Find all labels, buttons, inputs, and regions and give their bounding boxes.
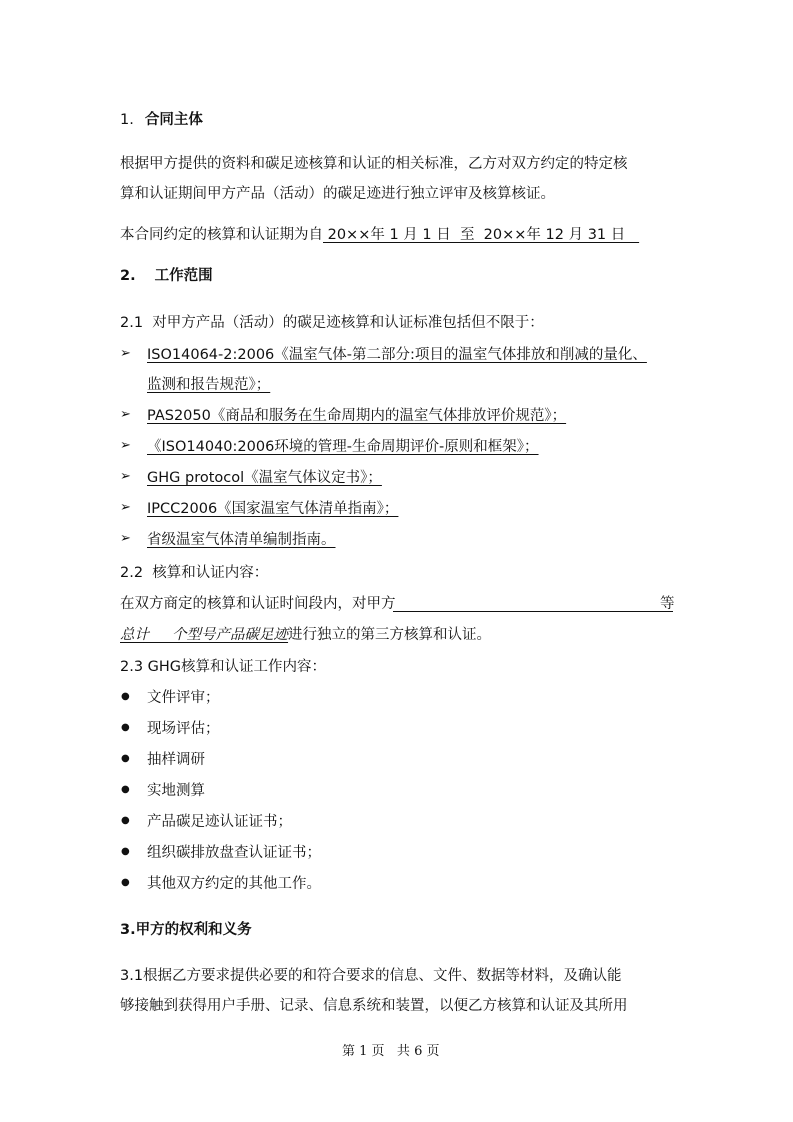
contract-period-value: 20××年 1 月 1 日 至 20××年 12 月 31 日 bbox=[323, 227, 640, 243]
bullet-dot-icon: ● bbox=[121, 691, 130, 702]
work-item: 实地测算 bbox=[147, 783, 205, 799]
bullet-dot-icon: ● bbox=[121, 784, 130, 795]
bullet-dot-icon: ● bbox=[121, 722, 130, 733]
bullet-dot-icon: ● bbox=[121, 877, 130, 888]
section-2-heading-text: 工作范围 bbox=[154, 268, 213, 284]
contract-period bbox=[120, 223, 639, 244]
section-1-heading-number: 1. bbox=[120, 112, 134, 128]
page-number-footer: 第 1 页 共 6 页 bbox=[342, 1044, 440, 1059]
bullet-dot-icon: ● bbox=[121, 753, 130, 764]
content-line-1-end: 等 bbox=[660, 596, 675, 612]
content-line-2 bbox=[120, 623, 491, 644]
section-1-para-line-2: 算和认证期间甲方产品（活动）的碳足迹进行独立评审及核算核证。 bbox=[120, 186, 555, 202]
section-1-para-line-1: 根据甲方提供的资料和碳足迹核算和认证的相关标准，乙方对双方约定的特定核 bbox=[120, 156, 628, 172]
section-1-heading-text: 合同主体 bbox=[144, 112, 203, 128]
section-2-heading bbox=[120, 264, 213, 285]
content-line-1-prefix: 在双方商定的核算和认证时间段内，对 bbox=[120, 596, 367, 612]
standard-item-continuation: 监测和报告规范》； bbox=[147, 377, 271, 393]
content-line-1 bbox=[120, 592, 396, 613]
subsection-2-2: 2.2 核算和认证内容： bbox=[120, 565, 269, 581]
subsection-2-3: 2.3 GHG核算和认证工作内容： bbox=[120, 659, 327, 675]
standard-item: IPCC2006《国家温室气体清单指南》； bbox=[147, 501, 399, 517]
party-a-label: 甲方 bbox=[366, 596, 396, 612]
bullet-dot-icon: ● bbox=[121, 815, 130, 826]
work-item: 其他双方约定的其他工作。 bbox=[147, 876, 321, 892]
arrow-bullet-icon: ➢ bbox=[120, 500, 131, 515]
fill-in-blank-line bbox=[393, 611, 673, 612]
arrow-bullet-icon: ➢ bbox=[120, 346, 131, 361]
section-3-para-line-2: 够接触到获得用户手册、记录、信息系统和装置，以便乙方核算和认证及其所用 bbox=[120, 998, 628, 1014]
work-item: 文件评审； bbox=[147, 690, 220, 706]
arrow-bullet-icon: ➢ bbox=[120, 407, 131, 422]
section-3-para-line-1: 3.1根据乙方要求提供必要的和符合要求的信息、文件、数据等材料，及确认能 bbox=[120, 968, 622, 984]
section-2-heading-number: 2. bbox=[120, 268, 136, 284]
work-item: 抽样调研 bbox=[147, 752, 205, 768]
standard-item: GHG protocol《温室气体议定书》； bbox=[147, 470, 382, 486]
content-line-2-rest: 进行独立的第三方核算和认证。 bbox=[288, 627, 492, 643]
section-3-heading: 3.甲方的权利和义务 bbox=[120, 922, 252, 938]
standard-item: 省级温室气体清单编制指南。 bbox=[147, 532, 336, 548]
standard-item: PAS2050《商品和服务在生命周期内的温室气体排放评价规范》； bbox=[147, 408, 567, 424]
standard-item: 《ISO14040:2006环境的管理-生命周期评价-原则和框架》； bbox=[147, 439, 539, 455]
standard-item: ISO14064-2:2006《温室气体-第二部分:项目的温室气体排放和削减的量化、 bbox=[147, 347, 647, 363]
contract-period-label: 本合同约定的核算和认证期为自 bbox=[120, 227, 323, 243]
arrow-bullet-icon: ➢ bbox=[120, 469, 131, 484]
product-count-blank: 总计 个型号产品碳足迹 bbox=[120, 627, 289, 643]
section-1-heading bbox=[120, 108, 203, 129]
work-item: 现场评估； bbox=[147, 721, 220, 737]
work-item: 产品碳足迹认证证书； bbox=[147, 814, 292, 830]
work-item: 组织碳排放盘查认证证书； bbox=[147, 845, 321, 861]
subsection-2-1: 2.1 对甲方产品（活动）的碳足迹核算和认证标准包括但不限于： bbox=[120, 315, 544, 331]
arrow-bullet-icon: ➢ bbox=[120, 531, 131, 546]
bullet-dot-icon: ● bbox=[121, 846, 130, 857]
arrow-bullet-icon: ➢ bbox=[120, 438, 131, 453]
